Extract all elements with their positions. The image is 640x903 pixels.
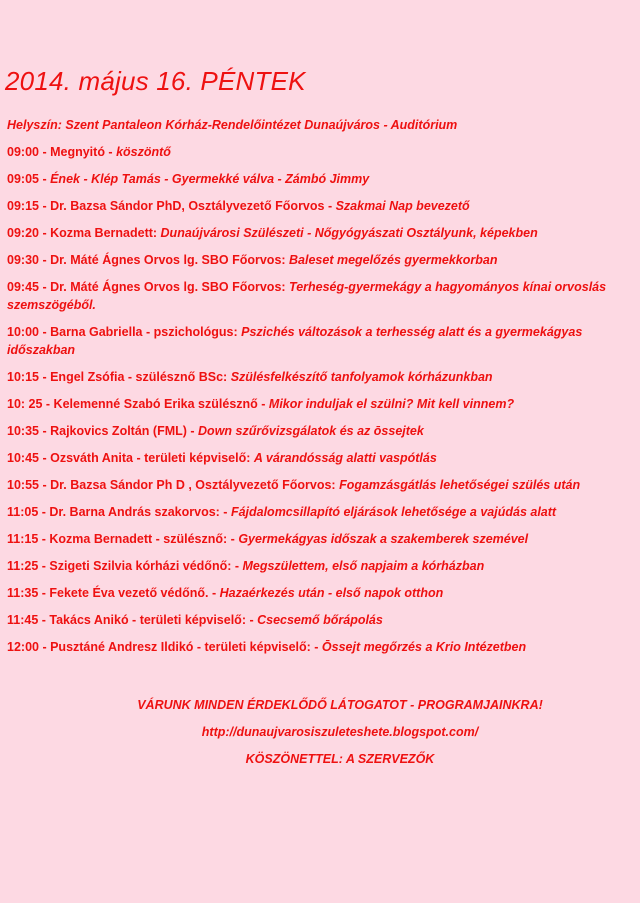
schedule-item (7, 197, 640, 215)
location-label: Helyszín: (7, 118, 62, 132)
schedule-topic: Ōssejt megőrzés a Krio Intézetben (321, 640, 527, 654)
schedule-item (7, 476, 640, 494)
schedule-topic: Down szűrővizsgálatok és az ōssejtek (198, 424, 424, 438)
schedule-item (7, 224, 640, 242)
schedule-time: 09:20 (7, 226, 39, 240)
schedule-time: 10:55 (7, 478, 39, 492)
schedule-topic: Hazaérkezés után - első napok otthon (219, 586, 444, 600)
schedule-speaker: - Ozsváth Anita - területi képviselő: (38, 451, 254, 465)
schedule-item (7, 278, 640, 314)
schedule-speaker: - Pusztáné Andresz Ildikó - területi képviselő: - (38, 640, 322, 654)
schedule-speaker: - Dr. Bazsa Sándor PhD, Osztályvezető Főorvos - (38, 199, 336, 213)
schedule-topic: A várandósság alatti vaspótlás (253, 451, 437, 465)
schedule-topic: Csecsemő bőrápolás (257, 613, 383, 627)
thanks-text: KÖSZÖNETTEL: A SZERVEZŐK (245, 752, 435, 766)
schedule-item (7, 323, 640, 359)
schedule-speaker: - Dr. Máté Ágnes Orvos lg. SBO Főorvos: (38, 253, 290, 267)
schedule-item (7, 503, 640, 521)
schedule-speaker: - Dr. Barna András szakorvos: - (38, 505, 231, 519)
schedule-list (7, 116, 640, 665)
schedule-topic: Terheség-gyermekágy a hagyományos kínai orvoslás szemszögéből. (7, 280, 607, 312)
schedule-time: 09:30 (7, 253, 39, 267)
schedule-topic: köszöntő (116, 145, 171, 159)
schedule-topic: Fogamzásgátlás lehetőségei szülés után (339, 478, 581, 492)
schedule-item (7, 584, 640, 602)
schedule-speaker: - Kelemenné Szabó Erika szülésznő - (42, 397, 269, 411)
schedule-topic: Szakmai Nap bevezető (335, 199, 470, 213)
schedule-speaker: - Megnyitó - (38, 145, 117, 159)
schedule-speaker: - Kozma Bernadett: (38, 226, 161, 240)
schedule-time: 09:45 (7, 280, 39, 294)
schedule-time: 12:00 (7, 640, 39, 654)
schedule-topic: Mikor induljak el szülni? Mit kell vinnem? (268, 397, 515, 411)
schedule-item (7, 251, 640, 269)
schedule-item (7, 422, 640, 440)
schedule-item (7, 170, 640, 188)
schedule-speaker: - Rajkovics Zoltán (FML) - (38, 424, 199, 438)
schedule-time: 10:45 (7, 451, 39, 465)
schedule-speaker: - Dr. Bazsa Sándor Ph D , Osztályvezető Főorvos: (38, 478, 340, 492)
schedule-speaker: - Engel Zsófia - szülésznő BSc: (38, 370, 231, 384)
schedule-topic: Ének - Klép Tamás - Gyermekké válva - Zámbó Jimmy (50, 172, 370, 186)
blog-link[interactable]: http://dunaujvarosiszuleteshete.blogspot.com/ (201, 725, 479, 739)
schedule-topic: Megszülettem, első napjaim a kórházban (242, 559, 485, 573)
schedule-item (7, 530, 640, 548)
schedule-time: 11:25 (7, 559, 39, 573)
page-title: 2014. május 16. PÉNTEK (5, 66, 306, 96)
schedule-time: 10:15 (7, 370, 39, 384)
schedule-topic: Dunaújvárosi Szülészeti - Nőgyógyászati Osztályunk, képekben (160, 226, 538, 240)
location-line (7, 116, 640, 134)
schedule-speaker: - Szigeti Szilvia kórházi védőnő: - (38, 559, 243, 573)
schedule-items (7, 143, 640, 656)
schedule-topic: Fájdalomcsillapító eljárások lehetősége a vajúdás alatt (230, 505, 557, 519)
schedule-item (7, 638, 640, 656)
invite-text: VÁRUNK MINDEN ÉRDEKLŐDŐ LÁTOGATOT - PROGRAMJAINKRA! (137, 698, 543, 712)
schedule-item (7, 368, 640, 386)
schedule-time: 11:35 (7, 586, 39, 600)
footer (0, 696, 640, 777)
schedule-item (7, 449, 640, 467)
schedule-time: 10: 25 (7, 397, 43, 411)
schedule-item (7, 557, 640, 575)
schedule-topic: Baleset megelőzés gyermekkorban (289, 253, 498, 267)
schedule-time: 09:15 (7, 199, 39, 213)
schedule-time: 09:05 (7, 172, 39, 186)
schedule-speaker: - Kozma Bernadett - szülésznő: - (38, 532, 239, 546)
schedule-item (7, 611, 640, 629)
schedule-speaker: - (38, 172, 51, 186)
schedule-item (7, 395, 640, 413)
schedule-time: 10:35 (7, 424, 39, 438)
schedule-time: 11:05 (7, 505, 39, 519)
schedule-topic: Gyermekágyas időszak a szakemberek szemével (238, 532, 529, 546)
schedule-item (7, 143, 640, 161)
schedule-topic: Szülésfelkészítő tanfolyamok kórházunkban (230, 370, 493, 384)
schedule-time: 11:45 (7, 613, 39, 627)
schedule-topic: Pszichés változások a terhesség alatt és a gyermekágyas időszakban (7, 325, 583, 357)
schedule-speaker: - Takács Anikó - területi képviselő: - (38, 613, 258, 627)
schedule-speaker: - Barna Gabriella - pszichológus: (38, 325, 242, 339)
schedule-time: 11:15 (7, 532, 39, 546)
schedule-speaker: - Dr. Máté Ágnes Orvos lg. SBO Főorvos: (38, 280, 290, 294)
schedule-speaker: - Fekete Éva vezető védőnő. - (38, 586, 220, 600)
schedule-time: 10:00 (7, 325, 39, 339)
schedule-time: 09:00 (7, 145, 39, 159)
location-value: Szent Pantaleon Kórház-Rendelőintézet Dunaújváros - Auditórium (61, 118, 458, 132)
